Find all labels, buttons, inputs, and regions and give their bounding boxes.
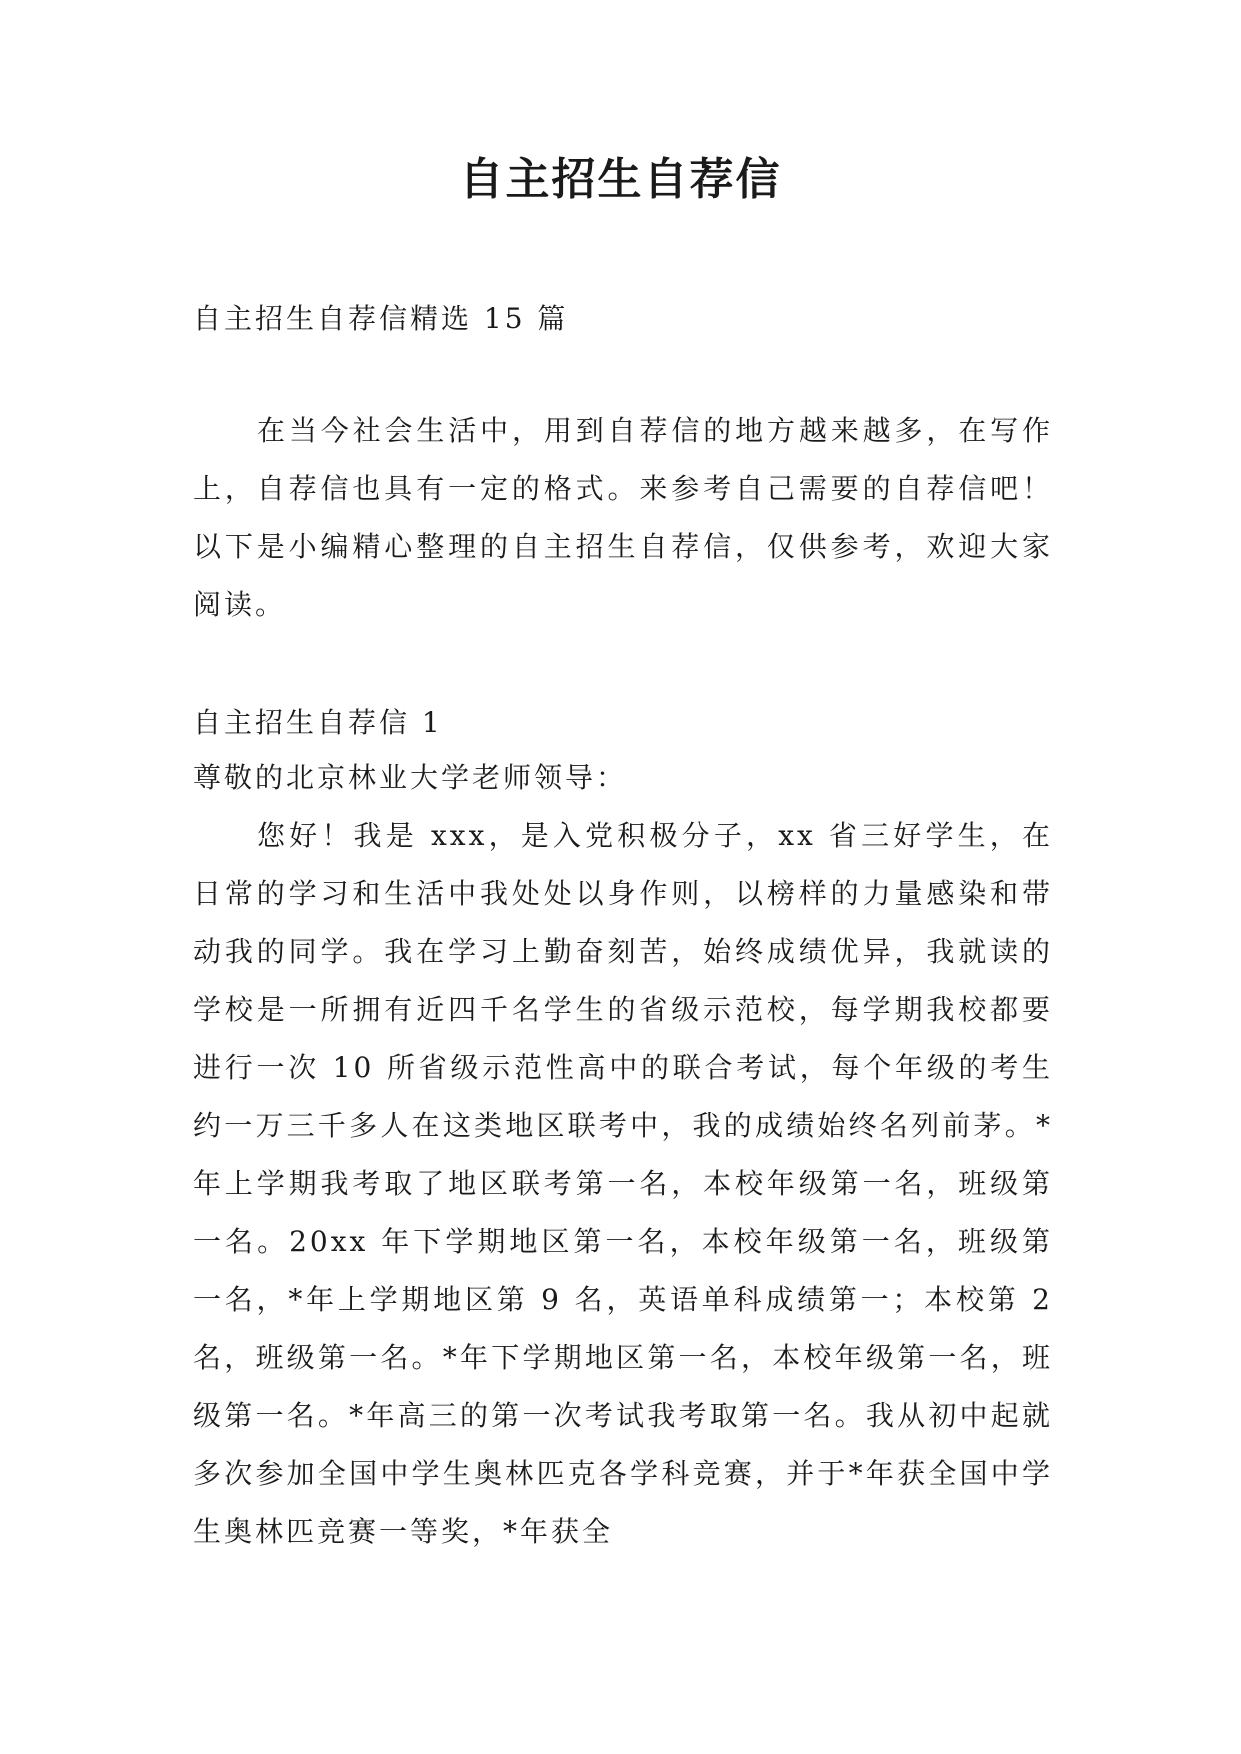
document-title: 自主招生自荐信: [459, 154, 782, 205]
letter-body-paragraph: 您好！我是 xxx，是入党积极分子，xx 省三好学生，在日常的学习和生活中我处处以身作则，以榜样的力量感染和带动我的同学。我在学习上勤奋刻苦，始终成绩优异，我就读的学校是一所拥有近四千名学生的省级示范校，每学期我校都要进行一次 10 所省级示范性高中的联合考试，每个年级的考生约一万三千多人在这类地区联考中，我的成绩始终名列前茅。*年上学期我考取了地区联考第一名，本校年级第一名，班级第一名。20xx 年下学期地区第一名，本校年级第一名，班级第一名，*年上学期地区第 9 名，英语单科成绩第一；本校第 2 名，班级第一名。*年下学期地区第一名，本校年级第一名，班级第一名。*年高三的第一次考试我考取第一名。我从初中起就多次参加全国中学生奥林匹克各学科竞赛，并于*年获全国中学生奥林匹竞赛一等奖，*年获全: [193, 819, 1053, 1548]
letter-salutation: 尊敬的北京林业大学老师领导：: [193, 761, 628, 794]
letter-heading: 自主招生自荐信 1: [193, 706, 443, 739]
intro-paragraph: 在当今社会生活中，用到自荐信的地方越来越多，在写作上，自荐信也具有一定的格式。来参考自己需要的自荐信吧！以下是小编精心整理的自主招生自荐信，仅供参考，欢迎大家阅读。: [193, 414, 1053, 621]
document-subtitle: 自主招生自荐信精选 15 篇: [193, 302, 569, 335]
